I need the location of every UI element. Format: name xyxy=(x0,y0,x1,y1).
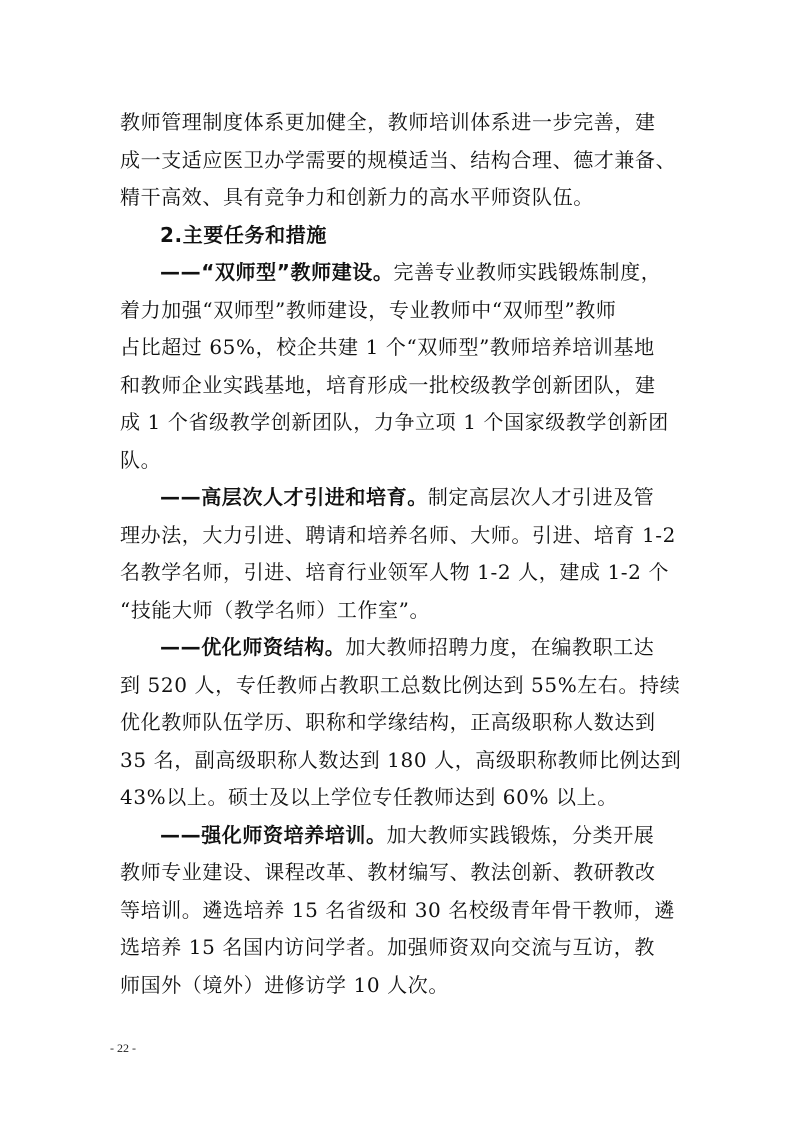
paragraph-line: 到 520 人，专任教师占教职工总数比例达到 55%左右。持续 xyxy=(120,672,681,697)
paragraph-lead: ——强化师资培养培训。 xyxy=(160,822,387,847)
paragraph-first-line xyxy=(160,633,680,661)
paragraph-line: 优化教师队伍学历、职称和学缘结构，正高级职称人数达到 xyxy=(120,710,656,734)
paragraph-line: 名教学名师，引进、培育行业领军人物 1-2 人，建成 1-2 个 xyxy=(120,560,670,584)
paragraph-line: 着力加强“双师型”教师建设，专业教师中“双师型”教师 xyxy=(120,297,617,322)
paragraph-first-line xyxy=(160,821,680,849)
paragraph-line: “技能大师（教学名师）工作室”。 xyxy=(120,597,431,622)
paragraph-line: 和教师企业实践基地，培育形成一批校级教学创新团队，建 xyxy=(120,372,656,397)
page-number: - 22 - xyxy=(110,1041,136,1055)
paragraph-text: 制定高层次人才引进及管 xyxy=(427,485,655,509)
paragraph-text: 加大教师招聘力度，在编教职工达 xyxy=(345,635,655,659)
paragraph-text: 完善专业教师实践锻炼制度， xyxy=(393,260,662,284)
section-title: 2.主要任务和措施 xyxy=(160,222,327,247)
paragraph-lead: ——高层次人才引进和培育。 xyxy=(160,485,428,509)
paragraph-text: 加大教师实践锻炼，分类开展 xyxy=(386,822,655,847)
paragraph-line: 占比超过 65%，校企共建 1 个“双师型”教师培养培训基地 xyxy=(120,335,655,359)
paragraph-line: 教师专业建设、课程改革、教材编写、教法创新、教研教改 xyxy=(120,860,656,884)
paragraph-line: 师国外（境外）进修访学 10 人次。 xyxy=(120,972,449,997)
intro-line: 精干高效、具有竞争力和创新力的高水平师资队伍。 xyxy=(120,185,594,209)
paragraph-line: 35 名，副高级职称人数达到 180 人，高级职称教师比例达到 xyxy=(120,747,682,772)
intro-line: 教师管理制度体系更加健全，教师培训体系进一步完善，建 xyxy=(120,110,656,134)
paragraph-line: 43%以上。硕士及以上学位专任教师达到 60% 以上。 xyxy=(120,785,618,809)
paragraph-line: 成 1 个省级教学创新团队，力争立项 1 个国家级教学创新团 xyxy=(120,410,669,434)
paragraph-line: 等培训。遴选培养 15 名省级和 30 名校级青年骨干教师，遴 xyxy=(120,897,675,922)
paragraph-first-line xyxy=(160,258,680,286)
intro-line: 成一支适应医卫办学需要的规模适当、结构合理、德才兼备、 xyxy=(120,147,677,172)
paragraph-line: 选培养 15 名国内访问学者。加强师资双向交流与互访，教 xyxy=(120,935,655,959)
paragraph-lead: ——“双师型”教师建设。 xyxy=(160,260,394,284)
paragraph-line: 队。 xyxy=(120,447,162,472)
paragraph-line: 理办法，大力引进、聘请和培养名师、大师。引进、培育 1-2 xyxy=(120,522,676,547)
paragraph-first-line xyxy=(160,483,680,511)
paragraph-lead: ——优化师资结构。 xyxy=(160,635,346,659)
